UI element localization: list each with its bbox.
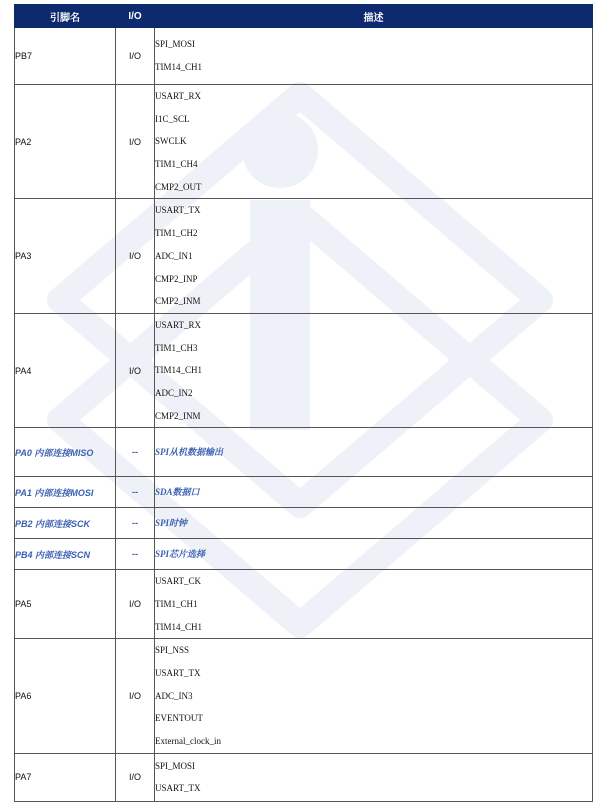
description-line: USART_CK: [155, 576, 201, 587]
description-line: USART_TX: [155, 205, 201, 216]
description-line: SWCLK: [155, 136, 187, 147]
description-line: ADC_IN1: [155, 250, 193, 261]
header-desc: 描述: [155, 5, 593, 28]
table-header: [15, 5, 593, 28]
pin-description: [155, 639, 593, 753]
pin-description: [155, 313, 593, 427]
pin-name: PA1 内部连接MOSI: [15, 477, 116, 508]
pin-io: I/O: [116, 85, 155, 199]
description-line: SPI时钟: [155, 517, 188, 528]
pin-name: PB4 内部连接SCN: [15, 539, 116, 570]
pin-name: PA0 内部连接MISO: [15, 428, 116, 477]
pin-io: --: [116, 428, 155, 477]
pin-io: I/O: [116, 639, 155, 753]
pin-description: [155, 753, 593, 801]
pin-description: [155, 85, 593, 199]
description-line: TIM14_CH1: [155, 621, 202, 632]
pin-description: [155, 28, 593, 85]
pin-name: PB2 内部连接SCK: [15, 508, 116, 539]
description-line: SPI_MOSI: [155, 39, 196, 50]
table-row: [15, 753, 593, 801]
pin-name: PA7: [15, 753, 116, 801]
pin-description: [155, 199, 593, 313]
description-line: SPI_NSS: [155, 645, 190, 656]
table-row: [15, 639, 593, 753]
pin-name: PA3: [15, 199, 116, 313]
pin-io: --: [116, 508, 155, 539]
table-row: [15, 199, 593, 313]
description-line: USART_RX: [155, 91, 201, 101]
pin-name: PA2: [15, 85, 116, 199]
description-line: TIM1_CH2: [155, 228, 198, 239]
pin-description: [155, 428, 593, 477]
table-row: [15, 508, 593, 539]
pin-name: PA4: [15, 313, 116, 427]
table-row: [15, 28, 593, 85]
description-line: SPI芯片选择: [155, 548, 206, 559]
description-line: I1C_SCL: [155, 113, 190, 124]
description-line: CMP2_INP: [155, 273, 198, 284]
description-line: USART_TX: [155, 668, 201, 679]
pin-description: [155, 508, 593, 539]
description-line: USART_TX: [155, 783, 201, 794]
pin-io: I/O: [116, 753, 155, 801]
pin-name: PA5: [15, 570, 116, 639]
description-line: TIM1_CH1: [155, 599, 198, 609]
pin-io: --: [116, 539, 155, 570]
pin-io: I/O: [116, 313, 155, 427]
table-row: [15, 428, 593, 477]
header-io: I/O: [116, 5, 155, 28]
pin-description: [155, 570, 593, 639]
header-pin: 引脚名: [15, 5, 116, 28]
pin-io: --: [116, 477, 155, 508]
pin-description: [155, 539, 593, 570]
table-row: [15, 539, 593, 570]
description-line: External_clock_in: [155, 736, 221, 747]
description-line: TIM1_CH4: [155, 159, 198, 170]
description-line: TIM14_CH1: [155, 365, 202, 376]
pin-name: PA6: [15, 639, 116, 753]
description-line: CMP2_OUT: [155, 181, 202, 192]
table-row: [15, 313, 593, 427]
description-line: SPI从机数据输出: [155, 446, 224, 457]
description-line: USART_RX: [155, 319, 201, 330]
description-line: SPI_MOSI: [155, 760, 196, 771]
table-body: [15, 28, 593, 802]
pin-io: I/O: [116, 570, 155, 639]
description-line: ADC_IN3: [155, 690, 193, 701]
pin-table: [14, 4, 593, 802]
pin-io: I/O: [116, 28, 155, 85]
description-line: CMP2_INM: [155, 296, 201, 307]
description-line: SDA数据口: [155, 486, 200, 497]
description-line: TIM1_CH3: [155, 342, 198, 353]
description-line: ADC_IN2: [155, 387, 193, 398]
table-row: [15, 570, 593, 639]
table-row: [15, 477, 593, 508]
pin-io: I/O: [116, 199, 155, 313]
pin-description: [155, 477, 593, 508]
description-line: TIM14_CH1: [155, 62, 202, 72]
pin-name: PB7: [15, 28, 116, 85]
description-line: EVENTOUT: [155, 713, 203, 724]
description-line: CMP2_INM: [155, 410, 201, 421]
table-row: [15, 85, 593, 199]
